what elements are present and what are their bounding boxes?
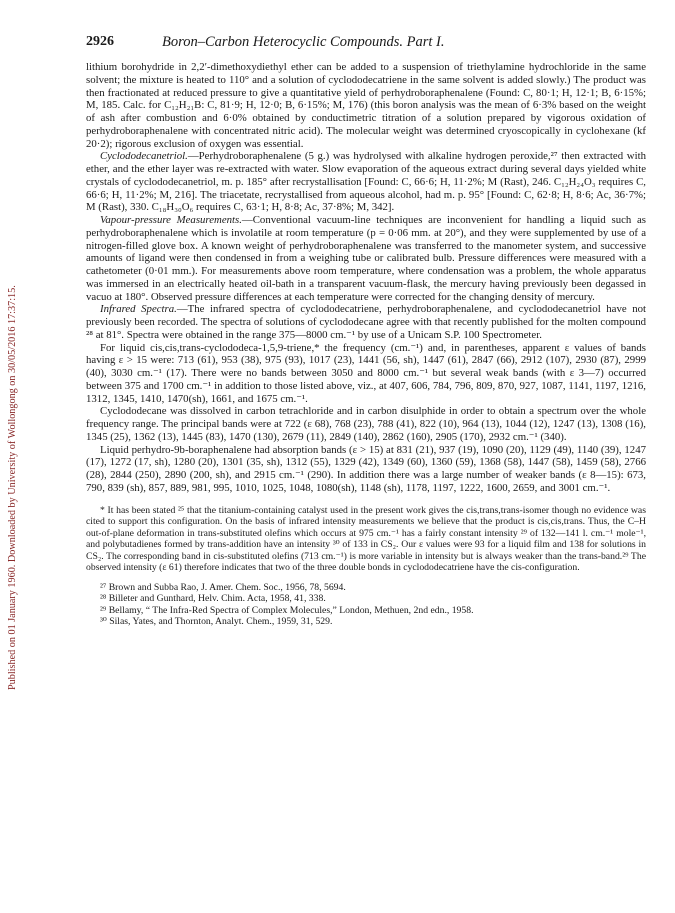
paragraph-cyclododecatriene-bands: For liquid cis,cis,trans-cyclododeca-1,5,9-triene,* the frequency (cm.⁻¹) and, in parentheses, apparent ε values of bands having ε > 15 were: 713 (61), 953 (38), 975 (93), 1017 (23), 1441 (56, sh), 1447 (61), 2847 (66), 2912 (107), 2930 (87), 2999 (40), 3030 cm.⁻¹ (17). There were no bands between 3050 and 8000 cm.⁻¹ but several weak bands (with ε 3—7) occurred between 375 and 1700 cm.⁻¹ in addition to those listed above, viz., at 407, 606, 784, 796, 809, 870, 927, 1087, 1141, 1197, 1216, 1312, 1345, 1410, 1470(sh), 1661, and 1675 cm.⁻¹.	[86, 341, 646, 405]
paragraph-preparation: lithium borohydride in 2,2′-dimethoxydiethyl ether can be added to a suspension of triethylamine hydrochloride in the same solvent; the mixture is heated to 110° and a solution of cyclododecatriene in the same solvent is added slowly.) The product was then fractionated at reduced pressure to give a quantitative yield of perhydroboraphenalene (Found: C, 80·1; H, 12·1; B, 6·15%; M, 185. Calc. for C₁₂H₂₁B: C, 81·9; H, 12·0; B, 6·15%; M, 176) (this boron analysis was the mean of 6·3% based on the weight of ash after combustion and 6·0% obtained by conductimetric titration of a solution prepared by vigorous oxidation of perhydroboraphenalene with concentrated nitric acid). The molecular weight was determined cryoscopically in cyclohexane (kf 20·2); rigorous exclusion of oxygen was essential.	[86, 61, 646, 150]
paragraph-vapour-pressure: Vapour-pressure Measurements.—Conventional vacuum-line techniques are inconvenient for handling a liquid such as perhydroboraphenalene which is involatile at room temperature (p = 0·06 mm. at 20°), and they were supplemented by use of a nitrogen-filled glove box. A known weight of perhydroboraphenalene was transferred to the manometer system, and successive amounts of ligand were then condensed in from a weighing tube or calibrated bulb. Pressure differences were measured with a cathetometer (0·01 mm.). For measurements above room temperature, where condensation was a problem, the whole apparatus was immersed in an electrically heated oil-bath in a transparent vacuum-flask, the mercury having previously been degassed in vacuo at 180°. Observed pressure differences at each temperature were corrected for the changing density of mercury.	[86, 214, 646, 303]
running-title: Boron–Carbon Heterocyclic Compounds. Part I.	[162, 34, 445, 50]
reference-30: ³⁰ Silas, Yates, and Thornton, Analyt. Chem., 1959, 31, 529.	[100, 616, 333, 627]
paper-page	[86, 34, 646, 628]
paragraph-cyclododecane-bands: Cyclododecane was dissolved in carbon tetrachloride and in carbon disulphide in order to obtain a spectrum over the whole frequency range. The principal bands were at 722 (ε 68), 768 (23), 788 (41), 822 (10), 964 (13), 1044 (12), 1247 (13), 1308 (16), 1345 (25), 1362 (13), 1445 (83), 1470 (130), 2679 (11), 2849 (140), 2862 (160), 2905 (170), 2932 cm.⁻¹ (340).	[86, 405, 646, 443]
paragraph-boraphenalene-bands: Liquid perhydro-9b-boraphenalene had absorption bands (ε > 15) at 831 (21), 937 (19), 1090 (20), 1129 (49), 1140 (39), 1247 (17), 1272 (17, sh), 1280 (20), 1301 (35, sh), 1312 (55), 1329 (42), 1349 (60), 1360 (59), 1368 (58), 1447 (58), 1459 (58), 2766 (28), 2844 (250), 2890 (200, sh), and 2915 cm.⁻¹ (290). In addition there was a large number of weaker bands (ε 8—15): 673, 790, 839 (sh), 857, 889, 981, 995, 1010, 1025, 1048, 1080(sh), 1148 (sh), 1178, 1197, 1222, 1600, 2659, and 3001 cm.⁻¹.	[86, 443, 646, 494]
reference-29: ²⁹ Bellamy, “ The Infra-Red Spectra of Complex Molecules,” London, Methuen, 2nd edn., 1958.	[100, 604, 474, 616]
side-note-text: Published on 01 January 1960. Downloaded by University of Wollongong on 30/05/2016 17:37:15.	[7, 285, 18, 690]
page-number: 2926	[86, 34, 114, 49]
publication-side-note	[2, 130, 24, 690]
section-heading: Vapour-pressure Measurements.	[100, 214, 242, 226]
body-text	[86, 61, 646, 495]
page-header	[86, 34, 646, 54]
reference-28: ²⁸ Billeter and Gunthard, Helv. Chim. Acta, 1958, 41, 338.	[100, 593, 326, 604]
paragraph-infrared-spectra: Infrared Spectra.—The infrared spectra of cyclododecatriene, perhydroboraphenalene, and cyclododecanetriol have not previously been recorded. The spectra of solutions of cyclododecane agree with that recently published for the molten compound ²⁸ at 81°. Spectra were obtained in the range 375—8000 cm.⁻¹ by use of a Unicam S.P. 100 Spectrometer.	[86, 303, 646, 341]
footnote-text: * It has been stated ²⁵ that the titanium-containing catalyst used in the present work gives the cis,trans,trans-isomer though no evidence was cited to support this configuration. On the basis of infrared intensity measurements we believe that the product is cis,cis,trans. Thus, the C–H out-of-plane deformation in trans-substituted olefins which occurs at 975 cm.⁻¹ has a fairly constant intensity ²⁹ of 132—141 l. cm.⁻¹ mole⁻¹, and polybutadienes formed by trans-addition have an intensity ³⁰ of 133 in CS₂. Our ε values were 93 for a liquid film and 138 for solutions in CS₂. The corresponding band in cis-substituted olefins (713 cm.⁻¹) is more variable in intensity but is always weaker than the trans-band.²⁹ The observed intensity (ε 61) therefore indicates that two of the three double bonds in cyclododecatriene have the cis-configuration.	[86, 504, 646, 573]
section-heading: Infrared Spectra.	[100, 303, 177, 316]
section-heading: Cyclododecanetriol.	[100, 150, 188, 163]
reference-list	[86, 582, 646, 628]
reference-27: ²⁷ Brown and Subba Rao, J. Amer. Chem. Soc., 1956, 78, 5694.	[100, 581, 346, 593]
footnote	[86, 505, 646, 574]
paragraph-cyclododecanetriol: Cyclododecanetriol.—Perhydroboraphenalene (5 g.) was hydrolysed with alkaline hydrogen peroxide,²⁷ then extracted with ether, and the ether layer was re-extracted with water. Slow evaporation of the aqueous extract during several days yielded white crystals of cyclododecanetriol, m. p. 185° after recrystallisation [Found: C, 66·6; H, 11·2%; M (Rast), 246. C₁₂H₂₄O₃ requires C, 66·6; H, 11·2%; M, 216]. The triacetate, recrystallised from aqueous alcohol, had m. p. 95° [Found: C, 62·8; H, 8·6; Ac, 36·7%; M (Rast), 330. C₁₈H₃₀O₆ requires C, 63·1; H, 8·8; Ac, 37·8%; M, 342].	[86, 150, 646, 214]
